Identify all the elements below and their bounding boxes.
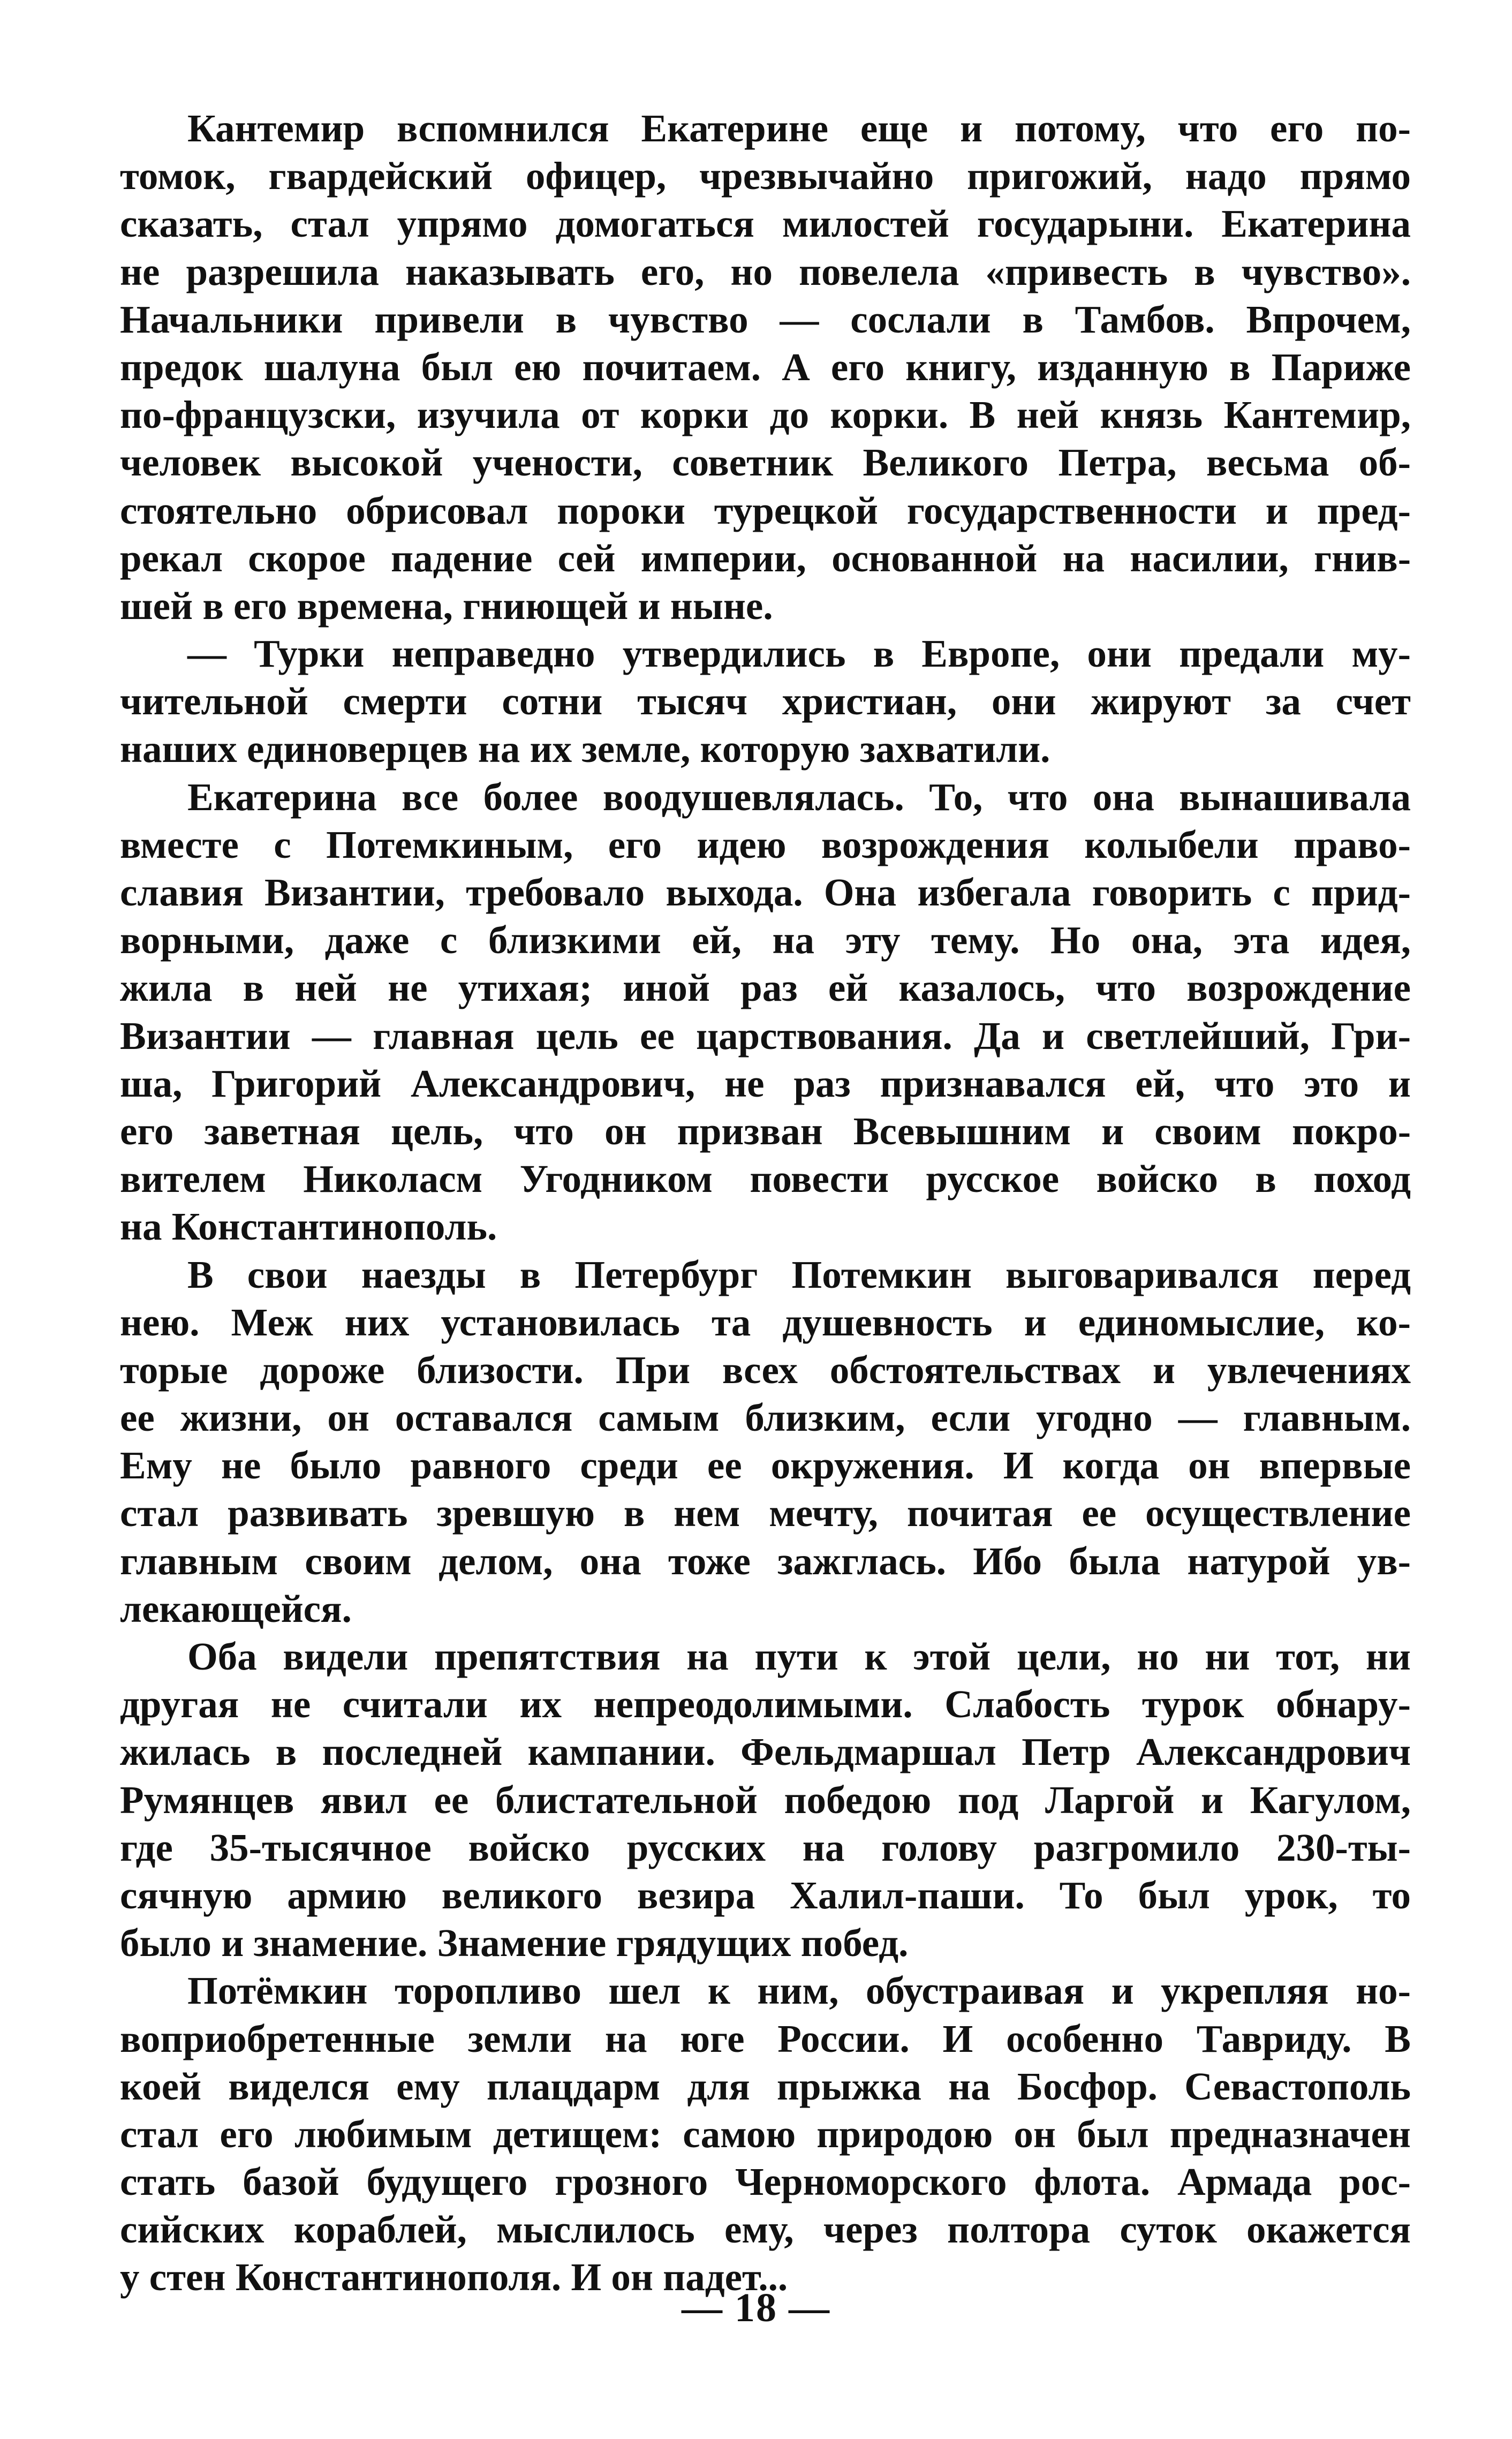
text-line: Потёмкин торопливо шел к ним, обустраивая и укрепляя но- <box>187 1969 1411 2013</box>
text-line: воприобретенные земли на юге России. И особенно Тавриду. В <box>120 2017 1411 2060</box>
text-line: славия Византии, требовало выхода. Она избегала говорить с прид- <box>120 871 1411 914</box>
text-line: коей виделся ему плацдарм для прыжка на Босфор. Севастополь <box>120 2064 1411 2108</box>
body-text <box>120 104 1411 2301</box>
text-line: стал его любимым детищем: самою природою он был предназначен <box>120 2112 1411 2156</box>
text-line: где 35-тысячное войско русских на голову разгромило 230-ты- <box>120 1825 1411 1869</box>
paragraph <box>120 1967 1411 2301</box>
paragraph <box>120 1633 1411 1967</box>
text-line: Румянцев явил ее блистательной победою под Ларгой и Кагулом, <box>120 1778 1411 1822</box>
text-line: не разрешила наказывать его, но повелела «привесть в чувство». <box>120 250 1411 293</box>
text-line: Екатерина все более воодушевлялась. То, что она вынашивала <box>187 775 1411 819</box>
text-line: ее жизни, он оставался самым близким, если угодно — главным. <box>120 1396 1411 1440</box>
text-line: ворными, даже с близкими ей, на эту тему. Но она, эта идея, <box>120 918 1411 962</box>
text-line: сказать, стал упрямо домогаться милостей государыни. Екатерина <box>120 202 1411 246</box>
text-line: чительной смерти сотни тысяч христиан, они жируют за счет <box>120 679 1411 723</box>
text-line: на Константинополь. <box>120 1205 497 1249</box>
text-line: человек высокой учености, советник Великого Петра, весьма об- <box>120 441 1411 485</box>
text-line: нею. Меж них установилась та душевность и единомыслие, ко- <box>120 1300 1411 1344</box>
text-line: вместе с Потемкиным, его идею возрождения колыбели право- <box>120 822 1411 866</box>
text-line: торые дороже близости. При всех обстоятельствах и увлечениях <box>120 1348 1411 1392</box>
text-line: жилась в последней кампании. Фельдмаршал Петр Александрович <box>120 1730 1411 1774</box>
text-line: по-французски, изучила от корки до корки. В ней князь Кантемир, <box>120 393 1411 437</box>
text-line: предок шалуна был ею почитаем. А его книгу, изданную в Париже <box>120 345 1411 389</box>
text-line: было и знамение. Знамение грядущих побед. <box>120 1921 909 1965</box>
text-line: Начальники привели в чувство — сослали в Тамбов. Впрочем, <box>120 297 1411 341</box>
paragraph <box>120 1251 1411 1633</box>
paragraph <box>120 773 1411 1251</box>
text-line: томок, гвардейский офицер, чрезвычайно пригожий, надо прямо <box>120 154 1411 198</box>
text-line: Кантемир вспомнился Екатерине еще и потому, что его по- <box>187 107 1411 150</box>
text-line: ша, Григорий Александрович, не раз признавался ей, что это и <box>120 1061 1411 1105</box>
text-line: другая не считали их непреодолимыми. Слабость турок обнару- <box>120 1682 1411 1726</box>
text-line: рекал скорое падение сей империи, основанной на насилии, гнив- <box>120 536 1411 580</box>
text-line: лекающейся. <box>120 1587 352 1630</box>
text-line: его заветная цель, что он призван Всевышним и своим покро- <box>120 1109 1411 1153</box>
text-line: сийских кораблей, мыслилось ему, через полтора суток окажется <box>120 2208 1411 2252</box>
text-line: Византии — главная цель ее царствования. Да и светлейший, Гри- <box>120 1014 1411 1058</box>
page-number: — 18 — <box>682 2285 830 2330</box>
text-line: наших единоверцев на их земле, которую захватили. <box>120 727 1050 771</box>
text-line: жила в ней не утихая; иной раз ей казалось, что возрождение <box>120 966 1411 1010</box>
text-line: стал развивать зревшую в нем мечту, почитая ее осуществление <box>120 1491 1411 1535</box>
text-line: сячную армию великого везира Халил-паши. То был урок, то <box>120 1873 1411 1917</box>
paragraph <box>120 630 1411 773</box>
text-line: главным своим делом, она тоже зажглась. Ибо была натурой ув- <box>120 1539 1411 1583</box>
text-line: у стен Константинополя. И он падет... <box>120 2255 788 2299</box>
text-line: В свои наезды в Петербург Потемкин выговаривался перед <box>187 1252 1411 1296</box>
text-line: вителем Николасм Угодником повести русское войско в поход <box>120 1157 1411 1201</box>
text-line: Оба видели препятствия на пути к этой цели, но ни тот, ни <box>187 1635 1411 1678</box>
text-line: стоятельно обрисовал пороки турецкой государственности и пред- <box>120 488 1411 532</box>
paragraph <box>120 104 1411 630</box>
text-line: шей в его времена, гниющей и ныне. <box>120 584 773 628</box>
text-line: Ему не было равного среди ее окружения. И когда он впервые <box>120 1444 1411 1487</box>
text-line: стать базой будущего грозного Черноморского флота. Армада рос- <box>120 2160 1411 2204</box>
text-line: — Турки неправедно утвердились в Европе, они предали му- <box>187 632 1411 676</box>
